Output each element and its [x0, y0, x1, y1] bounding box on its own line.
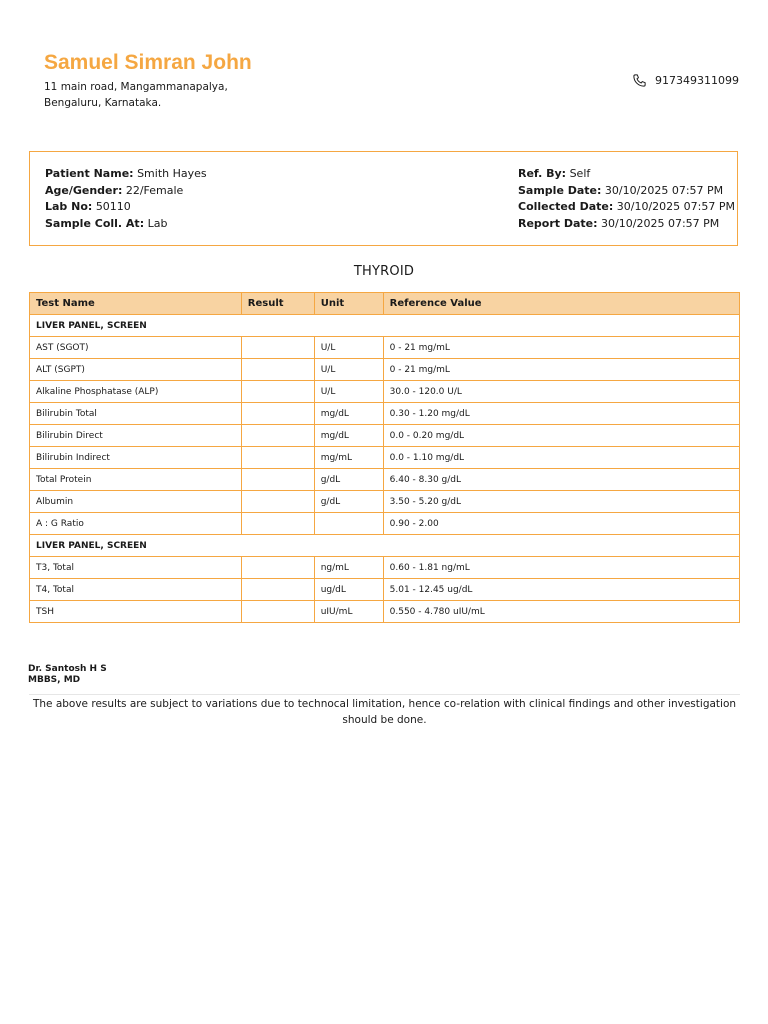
table-row	[30, 337, 740, 359]
unit-cell: U/L	[314, 337, 383, 359]
patient-info-box	[29, 151, 738, 246]
sample-date-row	[518, 183, 735, 200]
test-name-cell: Bilirubin Direct	[30, 425, 242, 447]
reference-cell: 0.0 - 0.20 mg/dL	[383, 425, 739, 447]
reference-cell: 3.50 - 5.20 g/dL	[383, 491, 739, 513]
results-body	[30, 315, 740, 623]
patient-info-right	[518, 166, 735, 232]
lab-address	[44, 79, 228, 111]
reference-cell: 0.550 - 4.780 uIU/mL	[383, 601, 739, 623]
section-row	[30, 315, 740, 337]
test-name-cell: TSH	[30, 601, 242, 623]
patient-name-row	[45, 166, 207, 183]
table-row	[30, 579, 740, 601]
sample-date-label: Sample Date:	[518, 183, 602, 197]
ref-by: Self	[569, 167, 591, 180]
unit-cell: g/dL	[314, 491, 383, 513]
test-name-cell: Albumin	[30, 491, 242, 513]
section-label: LIVER PANEL, SCREEN	[30, 315, 740, 337]
age-gender-row	[45, 183, 207, 200]
table-row	[30, 359, 740, 381]
reference-cell: 0 - 21 mg/mL	[383, 359, 739, 381]
section-label: LIVER PANEL, SCREEN	[30, 535, 740, 557]
phone-number: 917349311099	[655, 74, 739, 87]
collected-date-label: Collected Date:	[518, 200, 614, 213]
col-result: Result	[241, 293, 314, 315]
table-header-row	[30, 293, 740, 315]
test-name-cell: Alkaline Phosphatase (ALP)	[30, 381, 242, 403]
reference-cell: 30.0 - 120.0 U/L	[383, 381, 739, 403]
patient-name-label: Patient Name:	[45, 167, 134, 180]
report-date-row	[518, 216, 735, 233]
test-name-cell: ALT (SGPT)	[30, 359, 242, 381]
doctor-signature	[28, 664, 107, 686]
sample-date: 30/10/2025 07:57 PM	[604, 183, 724, 197]
test-name-cell: T3, Total	[30, 557, 242, 579]
table-row	[30, 403, 740, 425]
unit-cell: U/L	[314, 359, 383, 381]
lab-name: Samuel Simran John	[44, 51, 252, 74]
unit-cell: U/L	[314, 381, 383, 403]
table-row	[30, 447, 740, 469]
ref-by-row	[518, 166, 735, 183]
result-cell	[241, 381, 314, 403]
test-name-cell: Bilirubin Indirect	[30, 447, 242, 469]
collected-date: 30/10/2025 07:57 PM	[616, 200, 735, 213]
col-test-name: Test Name	[30, 293, 242, 315]
reference-cell: 0.60 - 1.81 ng/mL	[383, 557, 739, 579]
unit-cell: g/dL	[314, 469, 383, 491]
report-date-label: Report Date:	[518, 216, 598, 230]
result-cell	[241, 337, 314, 359]
sample-coll: Lab	[147, 216, 168, 230]
address-line-1: 11 main road, Mangammanapalya,	[44, 81, 228, 93]
lab-no-row	[45, 199, 207, 216]
test-name-cell: AST (SGOT)	[30, 337, 242, 359]
results-table	[29, 292, 740, 623]
section-row	[30, 535, 740, 557]
table-row	[30, 469, 740, 491]
result-cell	[241, 513, 314, 535]
reference-cell: 0 - 21 mg/mL	[383, 337, 739, 359]
table-row	[30, 425, 740, 447]
unit-cell: mg/dL	[314, 425, 383, 447]
unit-cell: uIU/mL	[314, 601, 383, 623]
sample-coll-label: Sample Coll. At:	[45, 216, 145, 230]
phone-icon	[632, 73, 647, 88]
result-cell	[241, 447, 314, 469]
result-cell	[241, 557, 314, 579]
reference-cell: 6.40 - 8.30 g/dL	[383, 469, 739, 491]
result-cell	[241, 359, 314, 381]
result-cell	[241, 579, 314, 601]
report-date: 30/10/2025 07:57 PM	[601, 216, 720, 230]
reference-cell: 0.30 - 1.20 mg/dL	[383, 403, 739, 425]
age-gender-label: Age/Gender:	[45, 183, 123, 197]
lab-phone	[632, 73, 739, 88]
col-unit: Unit	[314, 293, 383, 315]
doctor-qualification: MBBS, MD	[28, 675, 81, 685]
result-cell	[241, 601, 314, 623]
unit-cell: ug/dL	[314, 579, 383, 601]
disclaimer: The above results are subject to variations due to technocal limitation, hence co-relation with clinical findings and other investigation should be done.	[32, 698, 737, 726]
reference-cell: 0.90 - 2.00	[383, 513, 739, 535]
unit-cell	[314, 513, 383, 535]
unit-cell: mg/dL	[314, 403, 383, 425]
test-name-cell: Total Protein	[30, 469, 242, 491]
table-row	[30, 513, 740, 535]
report-title: THYROID	[353, 264, 415, 279]
lab-no: 50110	[95, 200, 131, 213]
col-reference-value: Reference Value	[383, 293, 739, 315]
lab-no-label: Lab No:	[45, 200, 93, 213]
footer-divider	[29, 694, 740, 695]
sample-coll-row	[45, 216, 207, 233]
result-cell	[241, 425, 314, 447]
table-row	[30, 601, 740, 623]
patient-name: Smith Hayes	[137, 167, 207, 180]
reference-cell: 5.01 - 12.45 ug/dL	[383, 579, 739, 601]
age-gender: 22/Female	[125, 183, 184, 197]
test-name-cell: T4, Total	[30, 579, 242, 601]
test-name-cell: A : G Ratio	[30, 513, 242, 535]
unit-cell: mg/mL	[314, 447, 383, 469]
reference-cell: 0.0 - 1.10 mg/dL	[383, 447, 739, 469]
patient-info-left	[45, 166, 207, 232]
table-row	[30, 557, 740, 579]
table-row	[30, 491, 740, 513]
test-name-cell: Bilirubin Total	[30, 403, 242, 425]
address-line-2: Bengaluru, Karnataka.	[44, 97, 162, 109]
unit-cell: ng/mL	[314, 557, 383, 579]
result-cell	[241, 403, 314, 425]
table-row	[30, 381, 740, 403]
result-cell	[241, 469, 314, 491]
doctor-name: Dr. Santosh H S	[28, 664, 107, 674]
collected-date-row	[518, 199, 735, 216]
ref-by-label: Ref. By:	[518, 167, 567, 180]
result-cell	[241, 491, 314, 513]
